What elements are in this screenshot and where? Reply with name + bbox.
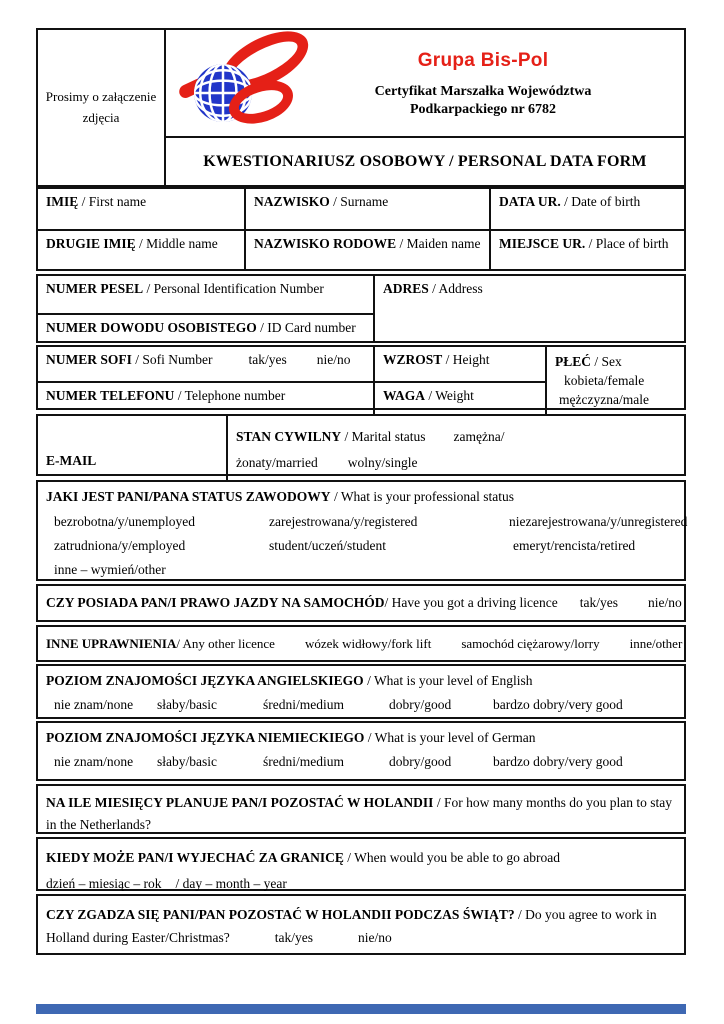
email-marital-section	[36, 414, 686, 476]
holiday-work-section: CZY ZGADZA SIĘ PANI/PAN POZOSTAĆ W HOLANDII PODCZAS ŚWIĄT? / Do you agree to work in Holland during Easter/Christmas? tak/yes nie/no	[36, 894, 686, 955]
licence-option-lorry: samochód ciężarowy/lorry	[461, 635, 600, 651]
certificate-line1: Certyfikat Marszałka Województwa	[374, 84, 592, 99]
pesel-column	[38, 276, 373, 341]
status-option: niezarejestrowana/y/unregistered	[509, 514, 688, 529]
abroad-date-format-pl: dzień – miesiąc – rok	[46, 876, 162, 891]
holiday-yes-option: tak/yes	[274, 930, 313, 945]
level-option: średni/medium	[263, 754, 344, 769]
field-maiden-name: NAZWISKO RODOWE / Maiden name	[244, 229, 489, 269]
marital-option-single: wolny/single	[347, 455, 418, 470]
pesel-address-section	[36, 274, 686, 343]
status-option: inne – wymień/other	[54, 562, 166, 577]
status-option: bezrobotna/y/unemployed	[54, 514, 195, 529]
driving-no-option: nie/no	[647, 595, 682, 610]
field-pesel: NUMER PESEL / Personal Identification Number	[46, 281, 324, 296]
field-date-of-birth: DATA UR. / Date of birth	[489, 189, 684, 229]
sex-option-male: mężczyzna/male	[559, 392, 649, 407]
field-address: ADRES / Address	[373, 276, 684, 341]
header-right	[166, 30, 684, 185]
field-weight: WAGA / Weight	[373, 381, 545, 415]
level-option: dobry/good	[389, 754, 452, 769]
height-weight-column	[373, 347, 545, 414]
field-height: WZROST / Height	[373, 347, 545, 381]
field-phone: NUMER TELEFONU / Telephone number	[38, 381, 373, 415]
english-level-options	[46, 697, 676, 713]
field-id-card: NUMER DOWODU OSOBISTEGO / ID Card number	[38, 313, 373, 341]
header-section	[36, 28, 686, 187]
level-option: słaby/basic	[157, 697, 217, 712]
sex-option-female: kobieta/female	[564, 373, 645, 388]
other-licence-section: INNE UPRAWNIENIA / Any other licence wózek widłowy/fork lift samochód ciężarowy/lorry inne/other	[36, 625, 686, 662]
field-middle-name: DRUGIE IMIĘ / Middle name	[38, 229, 244, 269]
names-section	[36, 187, 686, 271]
photo-note-line1: Prosimy o załączenie	[45, 89, 157, 105]
brand-row	[166, 30, 684, 136]
german-level-options	[46, 754, 676, 770]
months-in-holland-section: NA ILE MIESIĘCY PLANUJE PAN/I POZOSTAĆ W HOLANDII / For how many months do you plan to stay in the Netherlands?	[36, 784, 686, 834]
field-sex: PŁEĆ / Sex kobieta/female mężczyzna/male	[545, 347, 684, 414]
field-marital-status: STAN CYWILNY / Marital status zamężna/żonaty/married wolny/single	[226, 416, 684, 506]
sofi-phone-column	[38, 347, 373, 414]
marital-option-married: zamężna/żonaty/married	[236, 429, 505, 470]
certificate-line2: Podkarpackiego nr 6782	[410, 101, 556, 117]
field-email: E-MAIL	[46, 453, 97, 468]
sofi-height-sex-section	[36, 345, 686, 410]
licence-option-forklift: wózek widłowy/fork lift	[304, 635, 432, 651]
status-option: zarejestrowana/y/registered	[269, 514, 418, 529]
status-option: student/uczeń/student	[269, 538, 386, 553]
months-question-line2: in the Netherlands?	[46, 817, 151, 832]
abroad-date-format-en: / day – month – year	[175, 876, 287, 891]
photo-note-line2: zdjęcia	[82, 109, 120, 125]
certificate-text	[328, 83, 638, 118]
form-title: KWESTIONARIUSZ OSOBOWY / PERSONAL DATA FORM	[166, 136, 684, 185]
bispol-logo	[178, 36, 328, 130]
german-level-section: POZIOM ZNAJOMOŚCI JĘZYKA NIEMIECKIEGO / What is your level of German nie znam/none słaby/basic średni/medium dobry/good bardzo dobry/very good	[36, 721, 686, 781]
professional-status-section: JAKI JEST PANI/PANA STATUS ZAWODOWY / What is your professional status bezrobotna/y/unemployed zarejestrowana/y/registered niezarejestrowana/y/unregistered zatrudniona/y/employed student/uczeń/student emeryt/rencista/retired inne – wymień/other	[36, 480, 686, 581]
holiday-question-line2: Holland during Easter/Christmas?	[46, 930, 230, 945]
level-option: nie znam/none	[54, 754, 134, 769]
english-level-section: POZIOM ZNAJOMOŚCI JĘZYKA ANGIELSKIEGO / What is your level of English nie znam/none słaby/basic średni/medium dobry/good bardzo dobry/very good	[36, 664, 686, 719]
level-option: średni/medium	[263, 697, 344, 712]
footer-bar	[36, 1004, 686, 1014]
sofi-yes-option: tak/yes	[248, 352, 287, 367]
level-option: słaby/basic	[157, 754, 217, 769]
status-option: emeryt/rencista/retired	[513, 538, 636, 553]
level-option: bardzo dobry/very good	[493, 697, 623, 712]
photo-attach-note	[38, 30, 166, 185]
licence-option-other: inne/other	[629, 635, 683, 651]
field-first-name: IMIĘ / First name	[46, 194, 147, 209]
level-option: nie znam/none	[54, 697, 134, 712]
driving-licence-section: CZY POSIADA PAN/I PRAWO JAZDY NA SAMOCHÓD / Have you got a driving licence tak/yes nie/no	[36, 584, 686, 622]
status-option: zatrudniona/y/employed	[54, 538, 186, 553]
level-option: bardzo dobry/very good	[493, 754, 623, 769]
sofi-no-option: nie/no	[316, 352, 351, 367]
driving-yes-option: tak/yes	[579, 595, 618, 610]
field-surname: NAZWISKO / Surname	[244, 189, 489, 229]
holiday-no-option: nie/no	[357, 930, 392, 945]
field-sofi: NUMER SOFI / Sofi Number tak/yes nie/no	[46, 352, 351, 367]
go-abroad-section: KIEDY MOŻE PAN/I WYJECHAĆ ZA GRANICĘ / When would you be able to go abroad dzień – miesiąc – rok / day – month – year	[36, 837, 686, 891]
brand-text-block	[328, 36, 684, 118]
brand-name: Grupa Bis-Pol	[417, 50, 549, 71]
level-option: dobry/good	[389, 697, 452, 712]
field-place-of-birth: MIEJSCE UR. / Place of birth	[489, 229, 684, 269]
professional-status-options	[46, 510, 688, 582]
